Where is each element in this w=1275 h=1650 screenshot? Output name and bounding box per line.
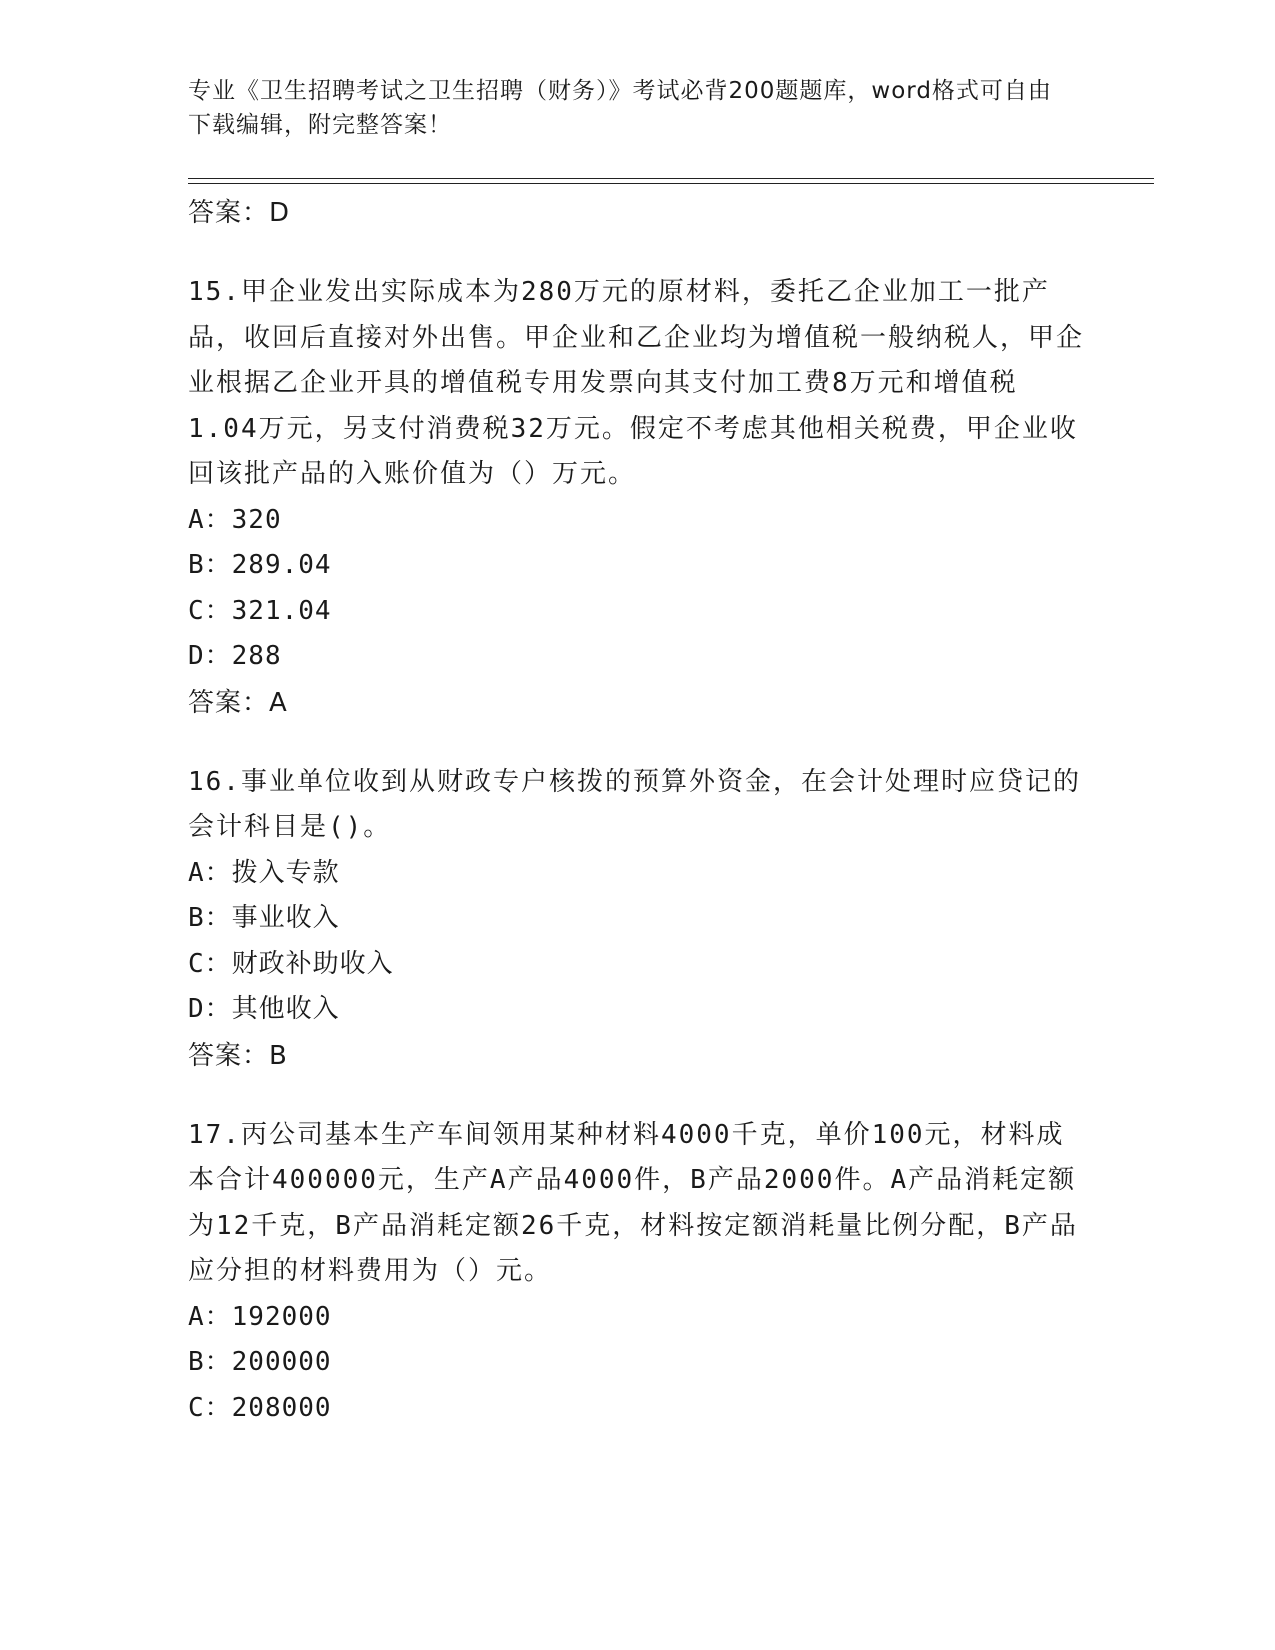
answer-line: 答案：D [188, 198, 291, 228]
header-rule-top [188, 178, 1154, 179]
document-header: 专业《卫生招聘考试之卫生招聘（财务）》考试必背200题题库，word格式可自由下载编辑，附完整答案！ [188, 78, 1052, 138]
option-b: B：289.04 [188, 550, 332, 580]
option-a: A：192000 [188, 1301, 332, 1332]
option-c: C：财政补助收入 [188, 948, 394, 979]
option-a: A：拨入专款 [188, 857, 340, 888]
question-16 [188, 760, 1088, 1079]
question-15 [188, 270, 1088, 726]
question-stem: 15.甲企业发出实际成本为280万元的原材料，委托乙企业加工一批产品，收回后直接对外出售。甲企业和乙企业均为增值税一般纳税人，甲企业根据乙企业开具的增值税专用发票向其支付加工费8万元和增值税1.04万元，另支付消费税32万元。假定不考虑其他相关税费，甲企业收回该批产品的入账价值为（）万元。 [188, 277, 1085, 489]
answer-line: 答案：A [188, 687, 288, 718]
answer-line: 答案：B [188, 1040, 288, 1071]
option-d: D：288 [188, 641, 282, 671]
option-a: A：320 [188, 504, 282, 535]
option-b: B：事业收入 [188, 903, 340, 933]
question-17 [188, 1113, 1088, 1432]
question-stem: 16.事业单位收到从财政专户核拨的预算外资金，在会计处理时应贷记的会计科目是()。 [188, 766, 1081, 842]
option-c: C：208000 [188, 1392, 332, 1423]
option-b: B：200000 [188, 1347, 332, 1377]
question-stem: 17.丙公司基本生产车间领用某种材料4000千克，单价100元，材料成本合计400000元，生产A产品4000件，B产品2000件。A产品消耗定额为12千克，B产品消耗定额26千克，材料按定额消耗量比例分配，B产品应分担的材料费用为（）元。 [188, 1119, 1078, 1286]
option-d: D：其他收入 [188, 994, 340, 1024]
option-c: C：321.04 [188, 595, 332, 626]
header-rule-bottom [188, 183, 1154, 184]
document-body [188, 190, 1088, 1431]
